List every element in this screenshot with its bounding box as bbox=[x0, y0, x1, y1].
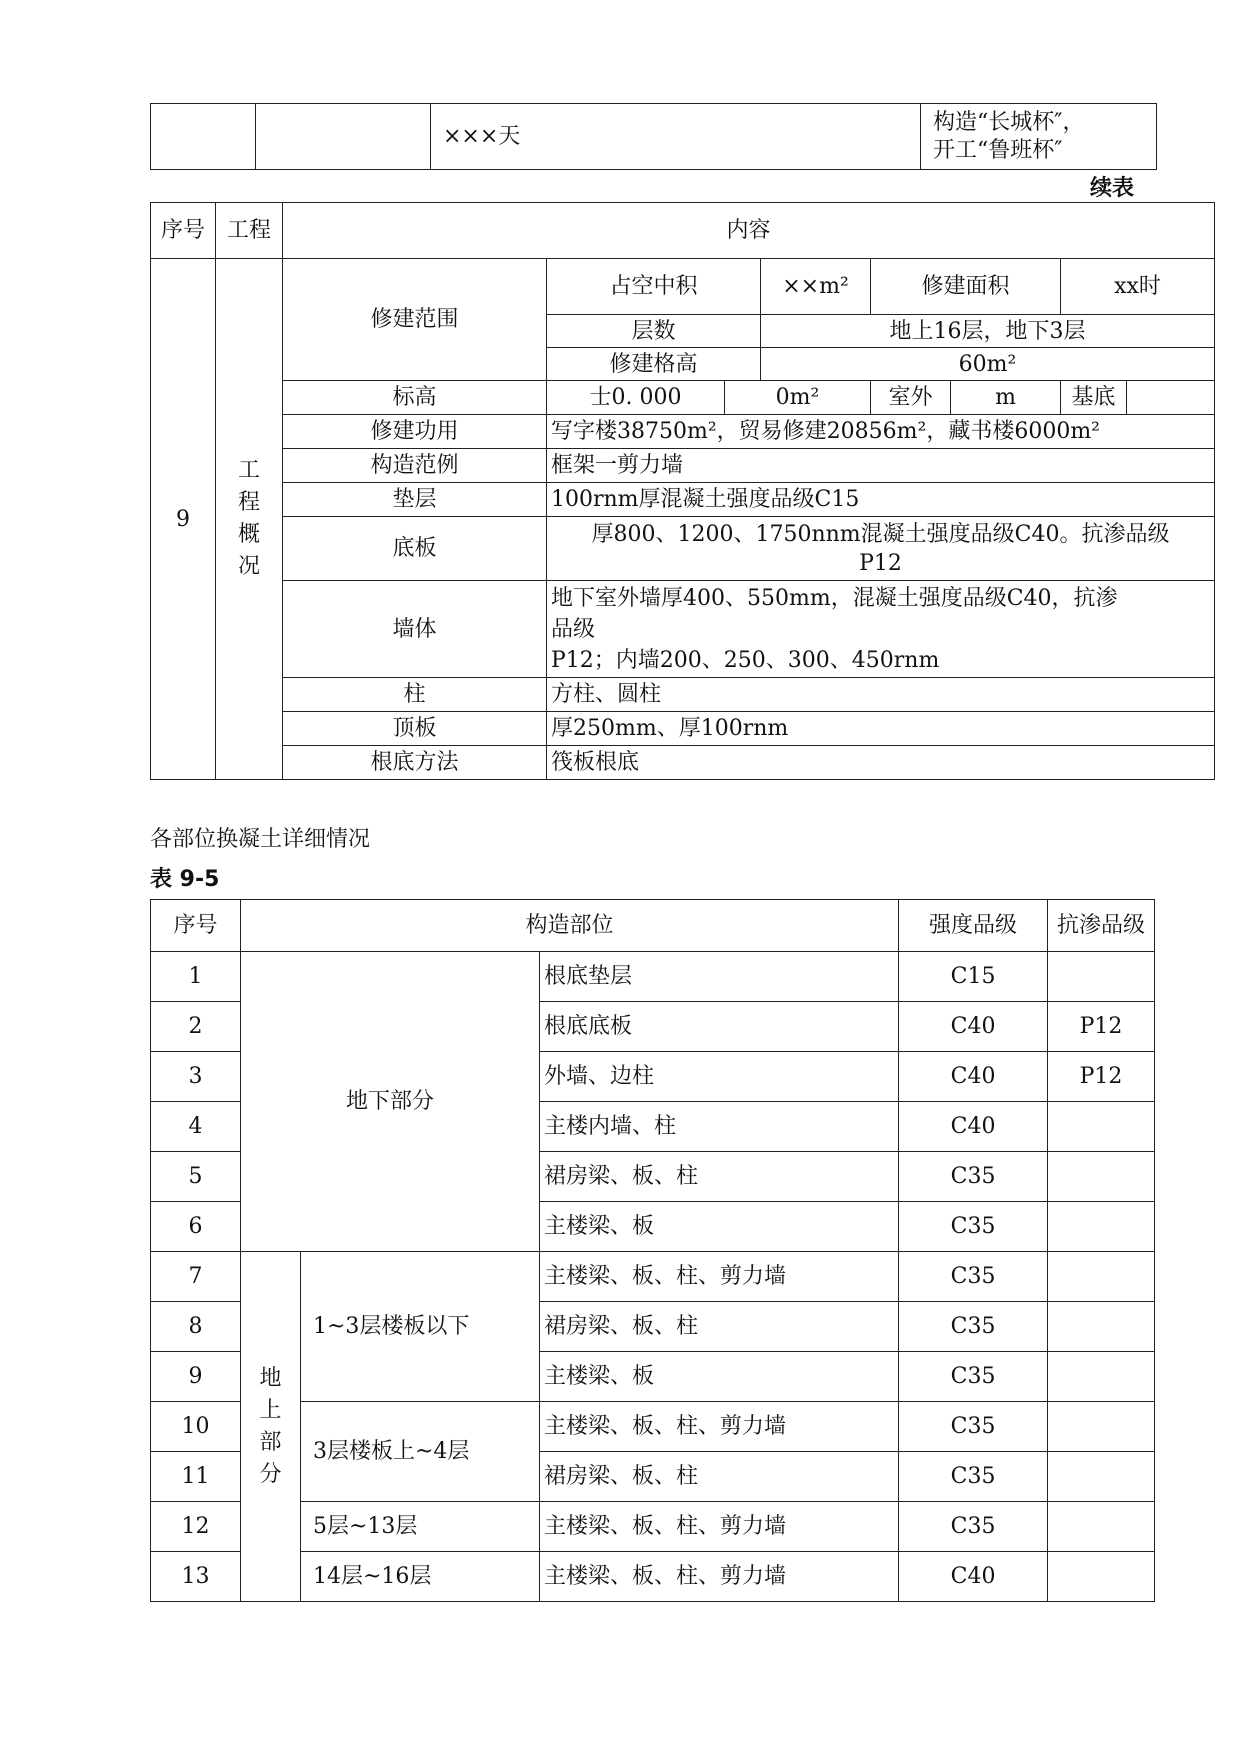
row-part: 主楼梁、板 bbox=[540, 1352, 899, 1402]
roof-value: 厚250mm、厚100rnm bbox=[547, 712, 1215, 746]
row-imp bbox=[1048, 1102, 1155, 1152]
wall-value: 地下室外墙厚400、550mm，混凝土强度品级C40，抗渗 品级 P12；内墙200、250、300、450rnm bbox=[547, 581, 1215, 678]
table-row bbox=[151, 1552, 1155, 1602]
floors-value: 地上16层，地下3层 bbox=[761, 315, 1215, 348]
header-strength: 强度品级 bbox=[899, 900, 1048, 952]
structure-label: 构造范例 bbox=[283, 449, 547, 483]
height-value: 60m² bbox=[761, 348, 1215, 381]
row-part: 主楼梁、板 bbox=[540, 1202, 899, 1252]
row-no: 8 bbox=[151, 1302, 241, 1352]
row-strength: C40 bbox=[899, 1102, 1048, 1152]
floors-label: 层数 bbox=[547, 315, 761, 348]
row-imp: P12 bbox=[1048, 1002, 1155, 1052]
function-value: 写字楼38750m²，贸易修建20856m²，藏书楼6000m² bbox=[547, 415, 1215, 449]
row-strength: C15 bbox=[899, 952, 1048, 1002]
row-strength: C35 bbox=[899, 1152, 1048, 1202]
project-overview-table bbox=[150, 202, 1215, 780]
column-label: 柱 bbox=[283, 678, 547, 712]
table-row bbox=[151, 952, 1155, 1002]
foundation-label: 根底方法 bbox=[283, 746, 547, 780]
elevation-zero: 士0. 000 bbox=[547, 381, 725, 415]
group-14-16: 14层~16层 bbox=[301, 1552, 540, 1602]
row-strength: C35 bbox=[899, 1302, 1048, 1352]
underground-group: 地下部分 bbox=[241, 952, 540, 1252]
row-no: 6 bbox=[151, 1202, 241, 1252]
row-part: 裙房梁、板、柱 bbox=[540, 1302, 899, 1352]
base-value bbox=[1127, 381, 1215, 415]
row-imp bbox=[1048, 1552, 1155, 1602]
above-ground-group: 地 上 部 分 bbox=[241, 1252, 301, 1602]
continued-label: 续表 bbox=[1090, 176, 1135, 201]
row-part: 主楼梁、板、柱、剪力墙 bbox=[540, 1552, 899, 1602]
group-5-13: 5层~13层 bbox=[301, 1502, 540, 1552]
row-part: 主楼梁、板、柱、剪力墙 bbox=[540, 1402, 899, 1452]
build-area-label: 修建面积 bbox=[871, 259, 1061, 315]
function-label: 修建功用 bbox=[283, 415, 547, 449]
row-strength: C40 bbox=[899, 1052, 1048, 1102]
row-no: 13 bbox=[151, 1552, 241, 1602]
wall-label: 墙体 bbox=[283, 581, 547, 678]
row-part: 主楼内墙、柱 bbox=[540, 1102, 899, 1152]
continued-fragment-table bbox=[150, 103, 1157, 170]
header-no: 序号 bbox=[151, 203, 216, 259]
cushion-value: 100rnm厚混凝土强度品级C15 bbox=[547, 483, 1215, 517]
row-part: 根底垫层 bbox=[540, 952, 899, 1002]
row-imp bbox=[1048, 1452, 1155, 1502]
row-strength: C35 bbox=[899, 1202, 1048, 1252]
land-area-value: ××m² bbox=[761, 259, 871, 315]
row-no: 2 bbox=[151, 1002, 241, 1052]
row-imp: P12 bbox=[1048, 1052, 1155, 1102]
table-label: 表 9-5 bbox=[150, 867, 220, 892]
row-strength: C35 bbox=[899, 1252, 1048, 1302]
row-part: 外墙、边柱 bbox=[540, 1052, 899, 1102]
row-strength: C35 bbox=[899, 1502, 1048, 1552]
fragment-duration: ×××天 bbox=[431, 104, 921, 170]
row-imp bbox=[1048, 1402, 1155, 1452]
row-no: 1 bbox=[151, 952, 241, 1002]
row-strength: C40 bbox=[899, 1552, 1048, 1602]
row-imp bbox=[1048, 1202, 1155, 1252]
row-imp bbox=[1048, 1152, 1155, 1202]
outdoor-label: 室外 bbox=[871, 381, 951, 415]
table-row bbox=[151, 1252, 1155, 1302]
structure-value: 框架一剪力墙 bbox=[547, 449, 1215, 483]
row-number: 9 bbox=[151, 259, 216, 780]
fragment-cell-1 bbox=[151, 104, 256, 170]
outdoor-value: m bbox=[951, 381, 1061, 415]
fragment-award: 构造“长城杯″， 开工“鲁班杯″ bbox=[921, 104, 1157, 170]
row-no: 4 bbox=[151, 1102, 241, 1152]
row-imp bbox=[1048, 1502, 1155, 1552]
group-3-4: 3层楼板上~4层 bbox=[301, 1402, 540, 1502]
row-imp bbox=[1048, 952, 1155, 1002]
slab-value: 厚800、1200、1750nnm混凝土强度品级C40。抗渗品级 P12 bbox=[547, 517, 1215, 581]
base-label: 基底 bbox=[1061, 381, 1127, 415]
header-project: 工程 bbox=[216, 203, 283, 259]
section-title: 各部位换凝土详细情况 bbox=[150, 827, 371, 852]
elevation-label: 标高 bbox=[283, 381, 547, 415]
group-1-3: 1~3层楼板以下 bbox=[301, 1252, 540, 1402]
row-imp bbox=[1048, 1252, 1155, 1302]
row-part: 裙房梁、板、柱 bbox=[540, 1152, 899, 1202]
row-no: 7 bbox=[151, 1252, 241, 1302]
build-area-value: xx时 bbox=[1061, 259, 1215, 315]
row-strength: C35 bbox=[899, 1402, 1048, 1452]
row-part: 裙房梁、板、柱 bbox=[540, 1452, 899, 1502]
roof-label: 顶板 bbox=[283, 712, 547, 746]
fragment-cell-2 bbox=[256, 104, 431, 170]
header-content: 内容 bbox=[283, 203, 1215, 259]
row-no: 3 bbox=[151, 1052, 241, 1102]
row-strength: C35 bbox=[899, 1352, 1048, 1402]
table-row bbox=[151, 1502, 1155, 1552]
row-no: 10 bbox=[151, 1402, 241, 1452]
row-no: 9 bbox=[151, 1352, 241, 1402]
row-no: 12 bbox=[151, 1502, 241, 1552]
table-row bbox=[151, 1402, 1155, 1452]
header-impermeability: 抗渗品级 bbox=[1048, 900, 1155, 952]
cushion-label: 垫层 bbox=[283, 483, 547, 517]
row-part: 主楼梁、板、柱、剪力墙 bbox=[540, 1252, 899, 1302]
row-part: 根底底板 bbox=[540, 1002, 899, 1052]
scope-label: 修建范围 bbox=[283, 259, 547, 381]
foundation-value: 筏板根底 bbox=[547, 746, 1215, 780]
row-imp bbox=[1048, 1352, 1155, 1402]
concrete-grade-table bbox=[150, 899, 1155, 1602]
project-name: 工 程 概 况 bbox=[216, 259, 283, 780]
column-value: 方柱、圆柱 bbox=[547, 678, 1215, 712]
height-label: 修建格高 bbox=[547, 348, 761, 381]
row-no: 11 bbox=[151, 1452, 241, 1502]
row-no: 5 bbox=[151, 1152, 241, 1202]
header-part: 构造部位 bbox=[241, 900, 899, 952]
elevation-value: 0m² bbox=[725, 381, 871, 415]
row-strength: C40 bbox=[899, 1002, 1048, 1052]
land-area-label: 占空中积 bbox=[547, 259, 761, 315]
row-part: 主楼梁、板、柱、剪力墙 bbox=[540, 1502, 899, 1552]
row-imp bbox=[1048, 1302, 1155, 1352]
header-no: 序号 bbox=[151, 900, 241, 952]
slab-label: 底板 bbox=[283, 517, 547, 581]
row-strength: C35 bbox=[899, 1452, 1048, 1502]
